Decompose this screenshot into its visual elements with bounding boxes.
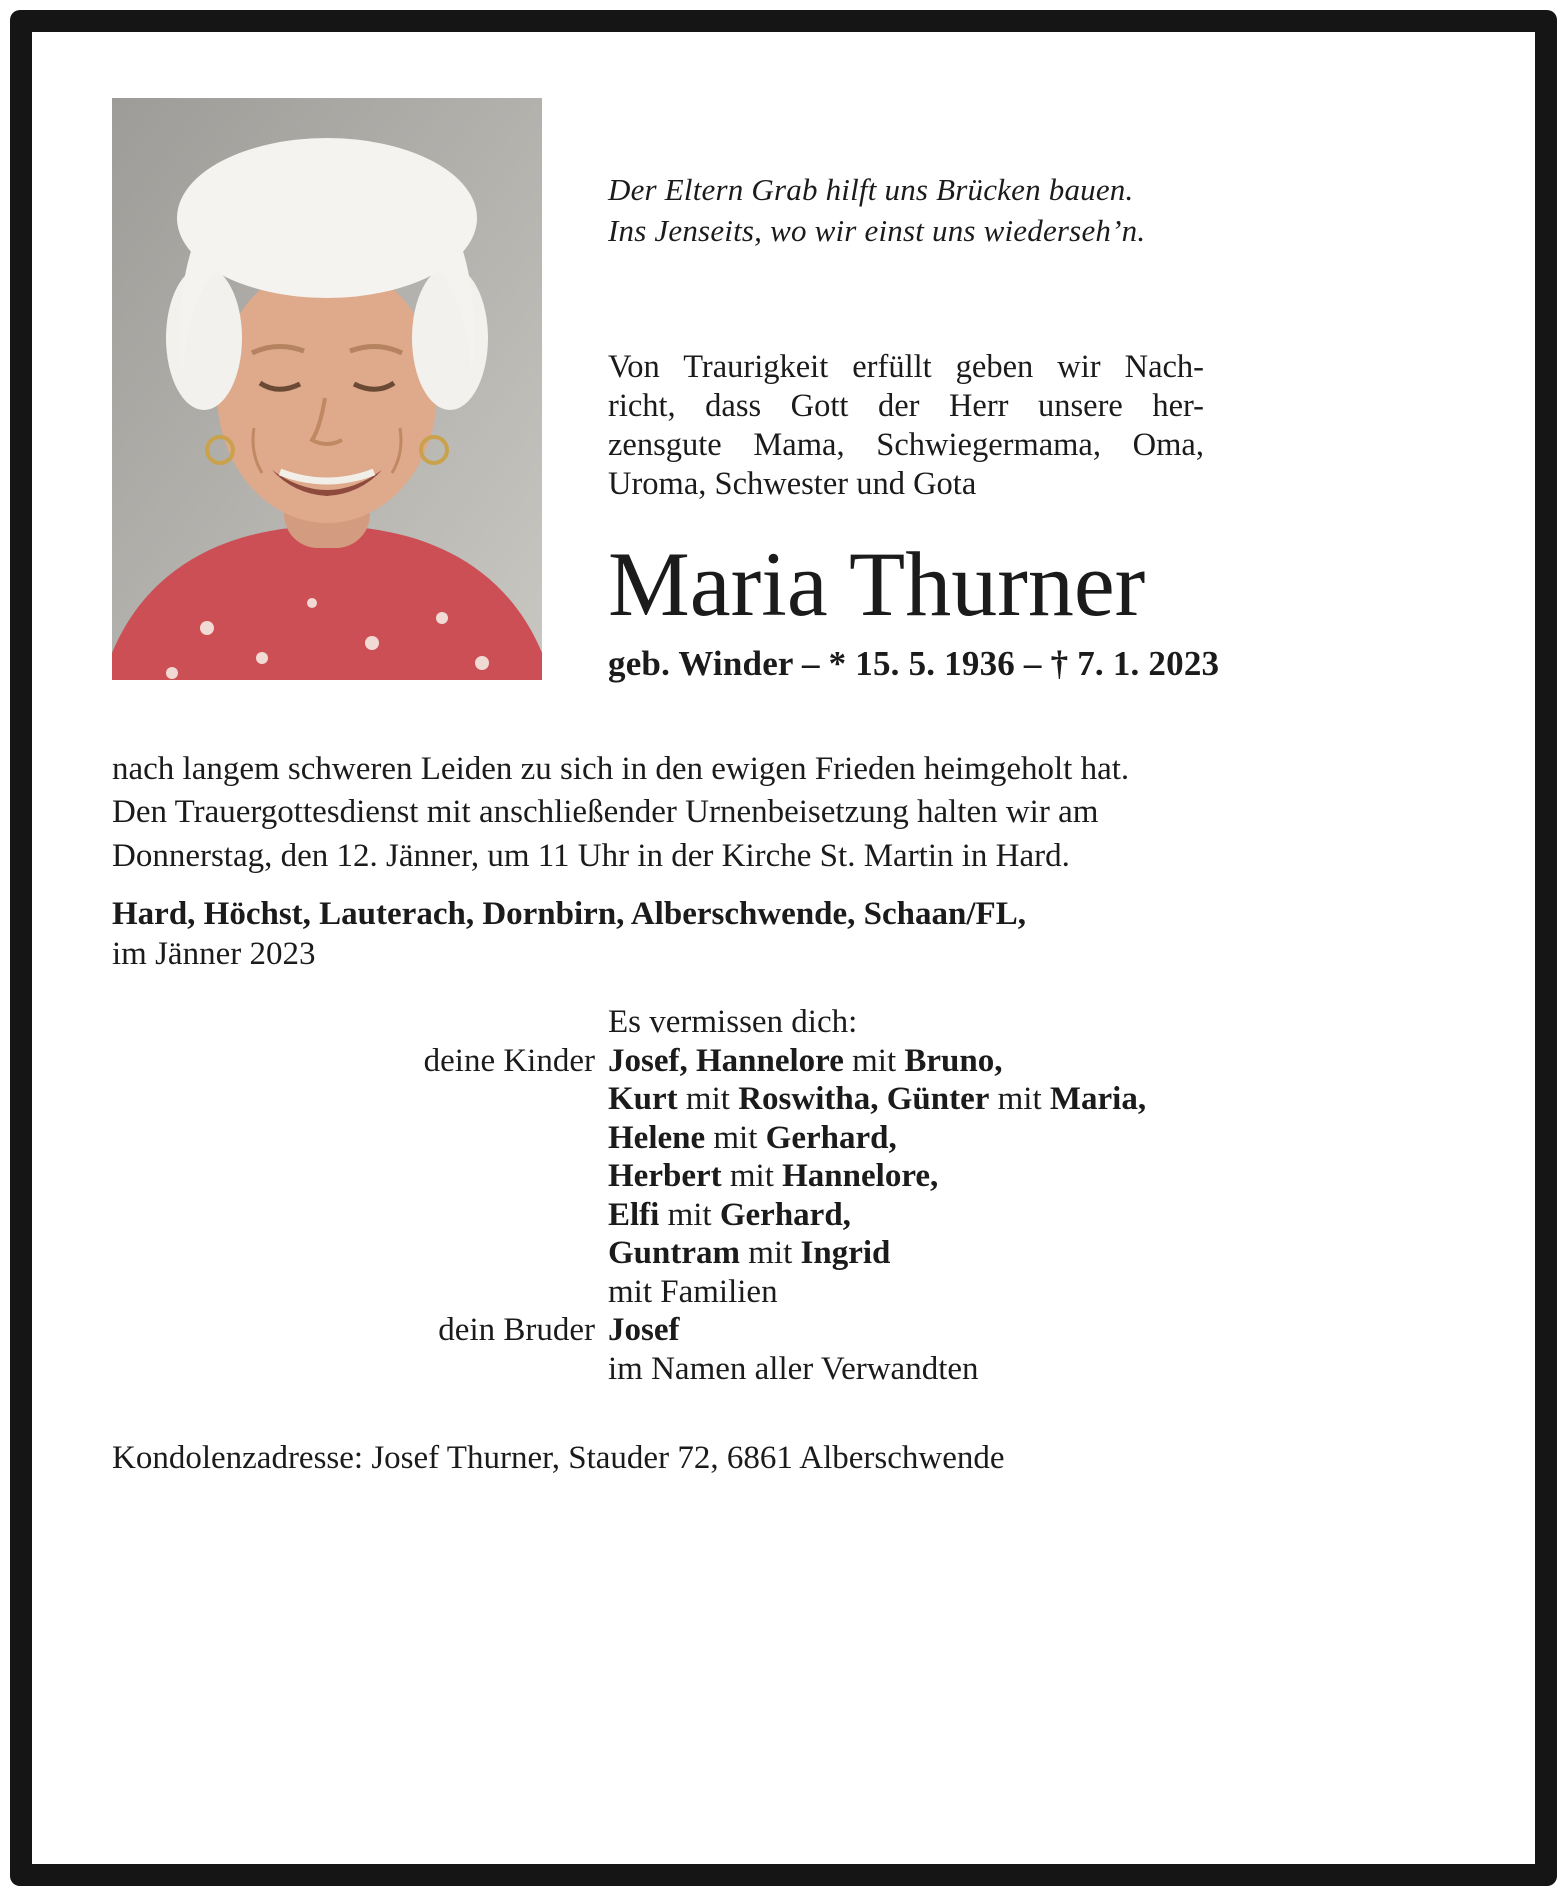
mourner-relation-label <box>112 1350 608 1389</box>
mourner-row <box>112 1350 1535 1389</box>
mourner-row <box>112 1311 1535 1350</box>
mourner-row <box>112 1157 1535 1196</box>
portrait-photo-placeholder <box>112 98 542 680</box>
mourner-relation-label <box>112 1157 608 1196</box>
mourner-names: Elfi mit Gerhard, <box>608 1196 851 1233</box>
deceased-name: Maria Thurner <box>608 532 1146 635</box>
mourner-relation-label <box>112 1273 608 1312</box>
mourner-names: Guntram mit Ingrid <box>608 1235 891 1272</box>
mourner-relation-label <box>112 1119 608 1158</box>
mourner-row <box>112 1273 1535 1312</box>
mourner-row <box>112 1042 1535 1081</box>
mourner-relation-label <box>112 1080 608 1119</box>
birth-death-dates: geb. Winder – * 15. 5. 1936 – † 7. 1. 2023 <box>608 643 1220 683</box>
mourner-names: Herbert mit Hannelore, <box>608 1158 939 1195</box>
condolence-address: Kondolenzadresse: Josef Thurner, Stauder 72, 6861 Alberschwende <box>112 1440 1005 1477</box>
mourner-relation-label <box>112 1196 608 1235</box>
memorial-verse <box>608 170 1204 252</box>
portrait-photo <box>112 98 542 680</box>
intro-paragraph <box>608 348 1204 504</box>
obituary-card <box>10 10 1557 1886</box>
memorial-verse-line2: Ins Jenseits, wo wir einst uns wiederseh’n. <box>608 212 1146 248</box>
memorial-verse-line1: Der Eltern Grab hilft uns Brücken bauen. <box>608 172 1134 207</box>
mourners-heading: Es vermissen dich: <box>608 1004 858 1041</box>
intro-paragraph-line: zensgute Mama, Schwiegermama, Oma, <box>608 426 1204 463</box>
mourner-relation-label: dein Bruder <box>438 1312 595 1349</box>
mourners-heading-spacer <box>112 1003 608 1042</box>
intro-paragraph-line: richt, dass Gott der Herr unsere her- <box>608 387 1204 424</box>
intro-paragraph-line: Von Traurigkeit erfüllt geben wir Nach- <box>608 348 1204 385</box>
body-paragraph-line: Donnerstag, den 12. Jänner, um 11 Uhr in der Kirche St. Martin in Hard. <box>112 837 1070 874</box>
mourners-list <box>112 1042 1535 1389</box>
body-paragraph-line: Den Trauergottesdienst mit anschließender Urnenbeisetzung halten wir am <box>112 794 1099 831</box>
mourner-row <box>112 1080 1535 1119</box>
mourner-relation-label: deine Kinder <box>423 1042 595 1079</box>
body-paragraph <box>112 748 1477 879</box>
right-column <box>608 98 1220 684</box>
mourners-heading-row <box>112 1003 1535 1042</box>
mourner-names: Josef <box>608 1312 680 1349</box>
mourner-names: Josef, Hannelore mit Bruno, <box>608 1042 1003 1079</box>
month-year-line: im Jänner 2023 <box>112 936 316 973</box>
top-section <box>32 32 1535 684</box>
mourner-relation-label <box>112 1234 608 1273</box>
mourner-names: Helene mit Gerhard, <box>608 1119 897 1156</box>
mourner-names: mit Familien <box>608 1273 778 1310</box>
mourners-section <box>112 1003 1535 1388</box>
places-line: Hard, Höchst, Lauterach, Dornbirn, Alberschwende, Schaan/FL, <box>112 896 1026 933</box>
obituary-content <box>32 32 1535 1864</box>
mourner-names: im Namen aller Verwandten <box>608 1350 979 1387</box>
body-paragraph-line: nach langem schweren Leiden zu sich in den ewigen Frieden heimgeholt hat. <box>112 750 1130 787</box>
intro-paragraph-line: Uroma, Schwester und Gota <box>608 465 977 502</box>
mourner-row <box>112 1196 1535 1235</box>
mourner-row <box>112 1119 1535 1158</box>
mourner-names: Kurt mit Roswitha, Günter mit Maria, <box>608 1081 1147 1118</box>
mourner-row <box>112 1234 1535 1273</box>
